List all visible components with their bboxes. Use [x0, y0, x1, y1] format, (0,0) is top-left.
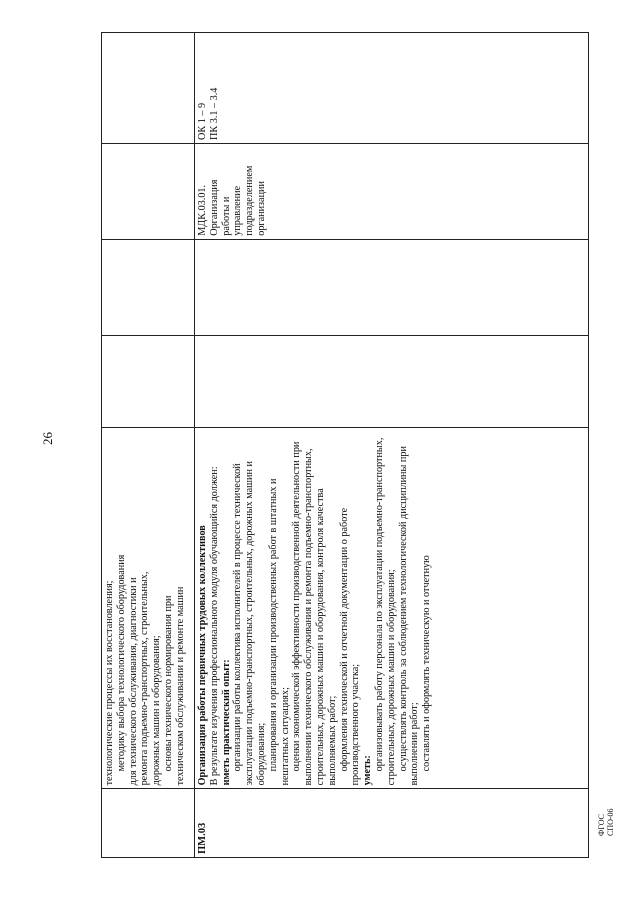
curriculum-table-frame [101, 32, 589, 858]
general-competencies: ОК 1 – 9 [197, 102, 208, 140]
competency-cell [102, 33, 195, 144]
content-cell [195, 428, 589, 789]
content-line: для технического обслуживания, диагностики и [127, 577, 139, 786]
table-row [102, 33, 195, 858]
code-cell [195, 789, 589, 858]
skills-item: осуществлять контроль за соблюдением технологической дисциплины при выполнении работ; [397, 446, 421, 786]
content-line: ремонта подъемно-транспортных, строительных, [139, 571, 151, 786]
skills-item: составлять и оформлять техническую и отчетную [421, 555, 433, 772]
hours-cell [102, 239, 195, 335]
footer-mark: ФГОС СПО-06 [597, 808, 615, 836]
competency-cell [195, 33, 589, 144]
mdk-text: МДК.03.01. Организация работы и управление подразделением организации [197, 165, 267, 236]
table-row [195, 33, 589, 858]
content-line: основы технического нормирования при [162, 595, 174, 772]
experience-item: оценки экономической эффективности производственной деятельности при выполнении технического обслуживания и ремонта подъемно-транспортных, строительных, дорожных машин и оборудования, контроля качества выполняемых работ; [291, 441, 338, 786]
content-line: технологические процессы их восстановления; [104, 580, 115, 786]
curriculum-table [101, 32, 589, 858]
experience-heading: иметь практический опыт: [220, 659, 232, 786]
content-cell [102, 428, 195, 789]
experience-item: организации работы коллектива исполнителей в процессе технической эксплуатации подъемно-транспортных, строительных, дорожных машин и оборудования; [232, 461, 267, 786]
mdk-cell [195, 143, 589, 239]
experience-item: планирования и организации производственных работ в штатных и нештатных ситуациях; [267, 478, 291, 786]
module-intro: В результате изучения профессионального модуля обучающийся должен: [208, 466, 220, 786]
professional-competencies: ПК 3.1 – 3.4 [208, 87, 220, 140]
hours-cell [102, 335, 195, 428]
module-code: ПМ.03 [197, 822, 208, 854]
skills-heading: уметь: [362, 755, 374, 786]
content-line: методику выбора технологического оборудования [115, 554, 127, 772]
hours-cell [195, 335, 589, 428]
content-line: дорожных машин и оборудования; [151, 635, 163, 786]
hours-cell [195, 239, 589, 335]
code-cell [102, 789, 195, 858]
skills-item: организовывать работу персонала по эксплуатации подъемно-транспортных, строительных, дорожных машин и оборудования; [373, 437, 397, 786]
page-number: 26 [40, 432, 55, 445]
module-title: Организация работы первичных трудовых коллективов [197, 525, 208, 786]
mdk-cell [102, 143, 195, 239]
content-line: техническом обслуживании и ремонте машин [174, 586, 186, 786]
experience-item: оформления технической и отчетной документации о работе производственного участка; [338, 507, 362, 786]
